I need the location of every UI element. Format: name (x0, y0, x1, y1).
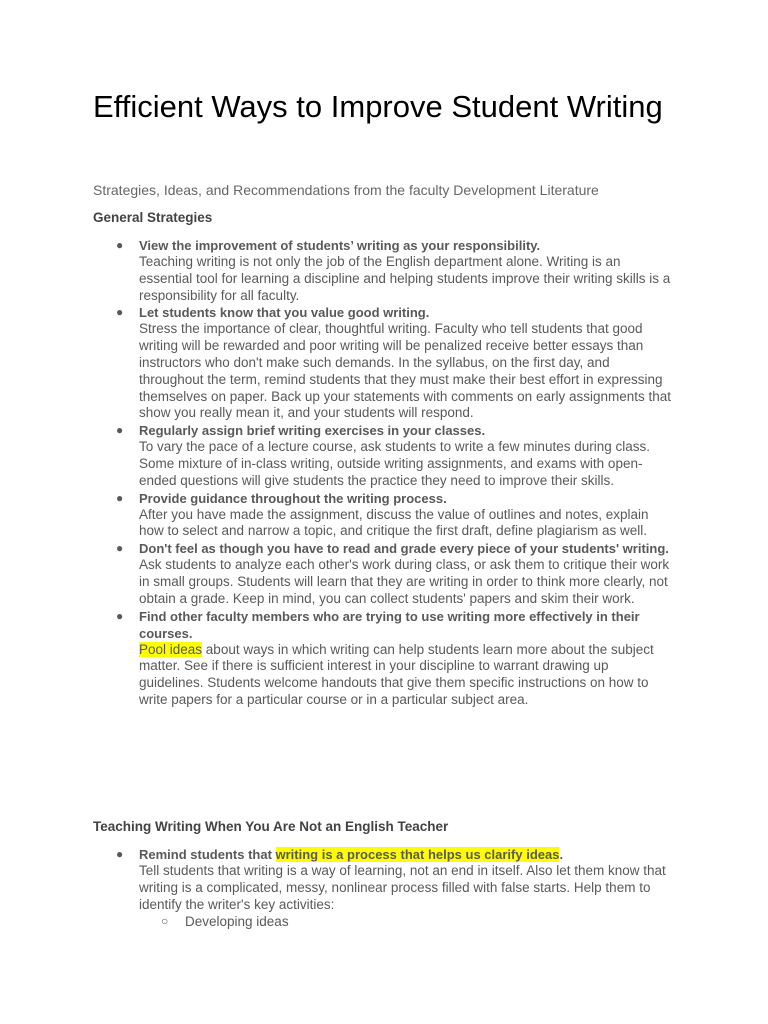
teaching-writing-list (0, 846, 674, 930)
list-item (0, 608, 674, 709)
list-item (0, 540, 674, 607)
list-item (0, 846, 674, 930)
item-title: Regularly assign brief writing exercises in your classes. (139, 423, 486, 439)
list-item (0, 237, 674, 304)
list-item (0, 490, 674, 541)
bullet-icon: ● (116, 541, 124, 556)
list-item (0, 422, 674, 489)
sub-list-item (139, 913, 674, 930)
bullet-icon: ● (116, 238, 124, 252)
item-title: Don't feel as though you have to read and grade every piece of your students' writing. (139, 541, 669, 557)
list-item (0, 304, 674, 422)
hollow-bullet-icon: ○ (161, 914, 169, 929)
item-title (139, 846, 674, 863)
section-heading-general-strategies: General Strategies (93, 210, 213, 225)
item-body: Stress the importance of clear, thoughtful writing. Faculty who tell students that good writing will be rewarded and poor writing will be penalized receive better essays than instructors who don't make such demands. In the syllabus, on the first day, and throughout the term, remind students that they must make their best effort in expressing themselves on paper. Back up your statements with comments on early assignments that show you really mean it, and your students will respond. (139, 321, 672, 421)
bullet-icon: ● (116, 608, 124, 623)
item-body (139, 642, 674, 709)
item-body: Teaching writing is not only the job of the English department alone. Writing is an essential tool for learning a discipline and helping students improve their writing skills is a responsibility for all faculty. (139, 254, 671, 303)
item-body-text: about ways in which writing can help students learn more about the subject matter. See if there is sufficient interest in your discipline to warrant drawing up guidelines. Students welcome handouts that give them specific instructions on how to write papers for a particular course or in a particular subject area. (139, 641, 654, 707)
document-subtitle: Strategies, Ideas, and Recommendations from the faculty Development Literature (93, 182, 599, 198)
document-title: Efficient Ways to Improve Student Writing (93, 89, 663, 124)
item-title: Let students know that you value good writing. (139, 305, 430, 321)
item-body: After you have made the assignment, discuss the value of outlines and notes, explain how to select and narrow a topic, and critique the first draft, define plagiarism as well. (139, 506, 649, 539)
item-title: Provide guidance throughout the writing process. (139, 490, 447, 506)
bullet-icon: ● (116, 490, 124, 505)
item-title: Find other faculty members who are trying to use writing more effectively in their courses. (139, 608, 640, 641)
bullet-icon: ● (116, 847, 124, 861)
item-body: Ask students to analyze each other's work during class, or ask them to critique their work in small groups. Students will learn that they are writing in order to think more clearly, not obtain a grade. Keep in mind, you can collect students' papers and skim their work. (139, 557, 670, 606)
item-title-prefix: Remind students that (139, 847, 276, 862)
sub-list (139, 913, 674, 930)
highlighted-text: writing is a process that helps us clarify ideas (275, 847, 560, 862)
item-title: View the improvement of students’ writing as your responsibility. (139, 238, 541, 253)
bullet-icon: ● (116, 305, 124, 320)
item-title-suffix: . (559, 847, 564, 862)
item-body: To vary the pace of a lecture course, ask students to write a few minutes during class. Some mixture of in-class writing, outside writing assignments, and exams with open-ended questions will give students the practice they need to improve their skills. (139, 439, 650, 488)
sub-item-text: Developing ideas (185, 914, 289, 930)
section-heading-teaching-writing: Teaching Writing When You Are Not an English Teacher (93, 819, 449, 834)
item-body: Tell students that writing is a way of learning, not an end in itself. Also let them know that writing is a complicated, messy, nonlinear process filled with false starts. Help them to identify the writer's key activities: (139, 863, 666, 912)
bullet-icon: ● (116, 423, 124, 438)
highlighted-text: Pool ideas (139, 641, 203, 657)
general-strategies-list (0, 237, 674, 709)
